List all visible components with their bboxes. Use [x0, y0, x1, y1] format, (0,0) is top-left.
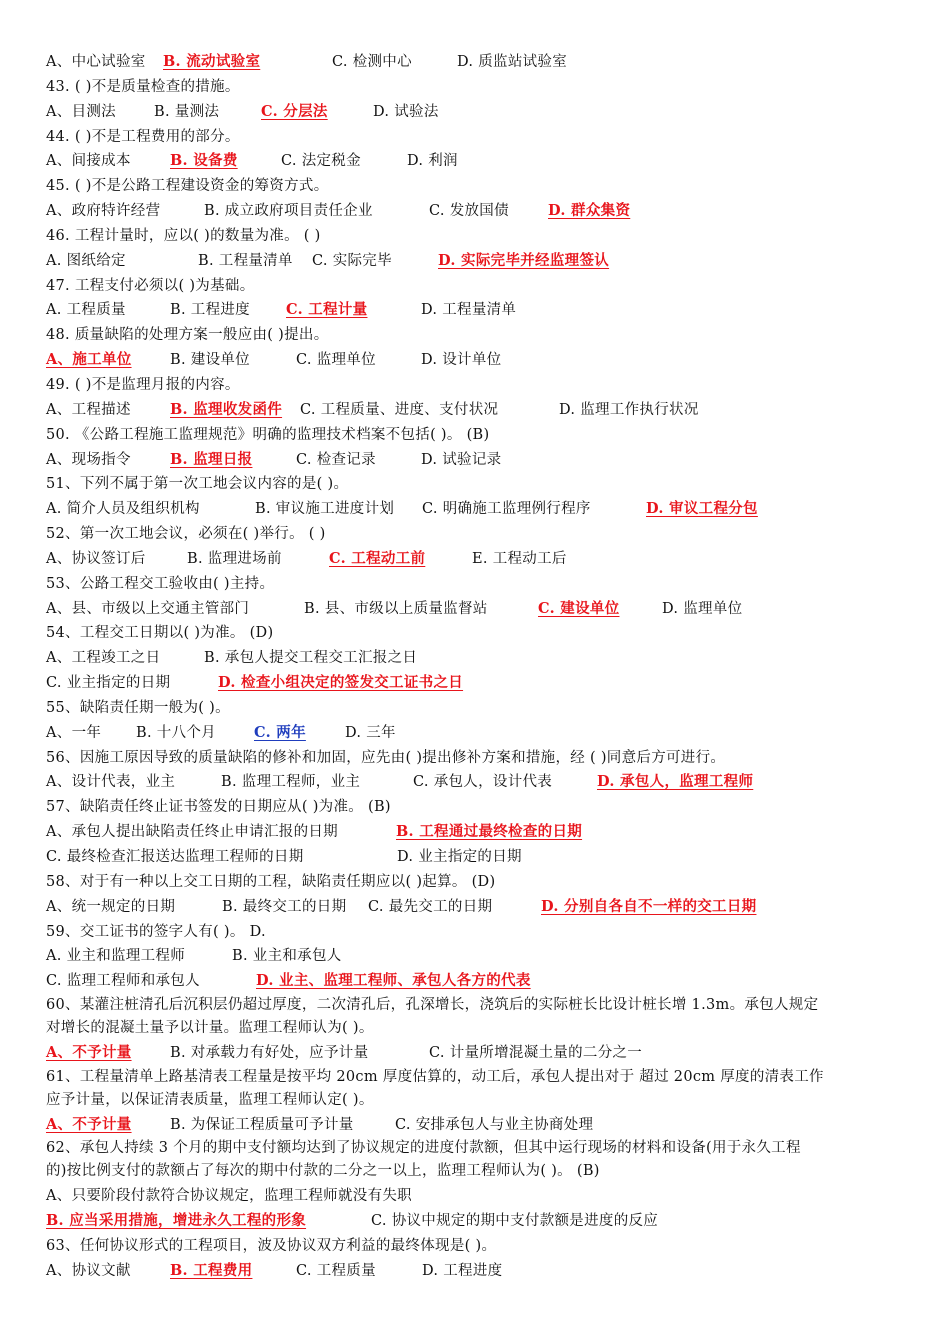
text-line [46, 149, 916, 174]
option-text: C. 计量所增混凝土量的二分之一 [429, 1044, 643, 1061]
option-text: D. 监理单位 [662, 600, 743, 617]
answer-option: C. 建设单位 [538, 599, 620, 617]
option-text: C. 业主指定的日期 [46, 675, 171, 692]
option-text: A、设计代表，业主 [46, 774, 176, 791]
option-text: D. 试验法 [373, 103, 439, 120]
option-text: D. 三年 [345, 724, 396, 741]
question-text: 45. ( )不是公路工程建设资金的筹资方式。 [46, 178, 329, 195]
text-line [46, 1088, 916, 1113]
text-line [46, 274, 916, 299]
option-text: C. 最终检查汇报送达监理工程师的日期 [46, 849, 304, 865]
option-text: A、政府特许经营 [46, 203, 161, 220]
question-text: 46. 工程计量时，应以( )的数量为准。 ( ) [46, 227, 321, 244]
question-text: 54、工程交工日期以( )为准。 (D) [46, 625, 274, 642]
question-text: 的)按比例支付的款额占了每次的期中付款的二分之一以上，监理工程师认为( )。 (B) [46, 1163, 600, 1180]
option-text: B. 承包人提交工程交工汇报之日 [204, 650, 418, 667]
option-text: C. 承包人，设计代表 [413, 774, 553, 791]
text-line [46, 522, 916, 547]
text-line [46, 969, 916, 994]
option-text: A、现场指令 [46, 451, 131, 468]
text-line [46, 746, 916, 771]
option-text: A、工程描述 [46, 401, 131, 418]
option-text: B. 十八个月 [136, 724, 216, 741]
option-text: E. 工程动工后 [472, 550, 567, 567]
option-text: D. 试验记录 [421, 451, 502, 468]
text-line [46, 373, 916, 398]
option-text: A、协议文献 [46, 1262, 131, 1279]
question-text: 62、承包人持续 3 个月的期中支付额均达到了协议规定的进度付款额，但其中运行现场的材料和设备(用于永久工程 [46, 1140, 801, 1157]
text-line [46, 572, 916, 597]
text-line [46, 1209, 916, 1234]
text-line [46, 597, 916, 622]
option-text: C. 检查记录 [296, 451, 376, 468]
text-line [46, 249, 916, 274]
option-text: B. 为保证工程质量可予计量 [170, 1116, 354, 1133]
answer-option: A、不予计量 [46, 1043, 132, 1061]
option-text: A、协议签订后 [46, 550, 146, 567]
option-text: C. 最先交工的日期 [368, 898, 493, 915]
question-text: 57、缺陷责任终止证书签发的日期应从( )为准。 (B) [46, 799, 391, 816]
question-text: 60、某灌注桩清孔后沉积层仍超过厚度，二次清孔后，孔深增长，浇筑后的实际桩长比设计桩长增 1.3m。承包人规定 [46, 997, 819, 1014]
question-text: 61、工程量清单上路基清表工程量是按平均 20cm 厚度估算的，动工后，承包人提出对于 超过 20cm 厚度的清表工作 [46, 1068, 824, 1085]
option-text: C. 检测中心 [332, 54, 412, 70]
option-text: C. 工程质量 [296, 1262, 376, 1279]
option-text: C. 监理单位 [296, 352, 376, 369]
option-text: A、工程竣工之日 [46, 650, 161, 667]
text-line [46, 1113, 916, 1138]
text-line [46, 348, 916, 373]
answer-option: C. 分层法 [261, 102, 328, 120]
option-text: A、中心试验室 [46, 54, 146, 70]
text-line [46, 1184, 916, 1209]
question-text: 47. 工程支付必须以( )为基础。 [46, 277, 255, 294]
text-line [46, 224, 916, 249]
text-line [46, 398, 916, 423]
text-line [46, 696, 916, 721]
question-text: 49. ( )不是监理月报的内容。 [46, 376, 240, 393]
option-text: D. 设计单位 [421, 352, 502, 369]
option-text: D. 工程量清单 [421, 302, 517, 319]
text-line [46, 920, 916, 945]
question-text: 43. ( )不是质量检查的措施。 [46, 78, 240, 95]
answer-option: B. 设备费 [170, 152, 238, 170]
text-line [46, 770, 916, 795]
text-line [46, 199, 916, 224]
option-text: A、承包人提出缺陷责任终止申请汇报的日期 [46, 824, 338, 841]
question-text: 58、对于有一种以上交工日期的工程，缺陷责任期应以( )起算。 (D) [46, 873, 496, 890]
answer-option: A、不予计量 [46, 1115, 132, 1133]
question-text: 应予计量，以保证清表质量，监理工程师认定( )。 [46, 1091, 374, 1108]
text-line [46, 646, 916, 671]
question-text: 51、下列不属于第一次工地会议内容的是( )。 [46, 476, 349, 493]
option-text: C. 协议中规定的期中支付款额是进度的反应 [371, 1213, 659, 1230]
text-line [46, 621, 916, 646]
answer-option: B. 应当采用措施，增进永久工程的形象 [46, 1212, 307, 1230]
option-text: A. 业主和监理工程师 [46, 948, 185, 965]
answer-option: D. 群众集资 [548, 202, 631, 220]
question-text: 55、缺陷责任期一般为( )。 [46, 699, 230, 716]
text-line [46, 671, 916, 696]
question-text: 44. ( )不是工程费用的部分。 [46, 128, 240, 145]
question-text: 56、因施工原因导致的质量缺陷的修补和加固，应先由( )提出修补方案和措施，经 ( )同意后方可进行。 [46, 749, 726, 766]
option-text: C. 发放国债 [429, 203, 509, 220]
answer-option: D. 业主、监理工程师、承包人各方的代表 [256, 972, 531, 990]
question-text: 50. 《公路工程施工监理规范》明确的监理技术档案不包括( )。 (B) [46, 426, 490, 443]
question-text: 48. 质量缺陷的处理方案一般应由( )提出。 [46, 327, 329, 344]
document-page [46, 50, 916, 1284]
option-text: A. 简介人员及组织机构 [46, 501, 200, 518]
answer-option: C. 两年 [254, 723, 306, 741]
text-line [46, 323, 916, 348]
text-line [46, 423, 916, 448]
option-text: A、目测法 [46, 103, 116, 120]
option-text: B. 业主和承包人 [232, 948, 342, 965]
answer-option: B. 工程费用 [170, 1261, 253, 1279]
answer-option: D. 检查小组决定的签发交工证书之日 [218, 674, 464, 692]
option-text: D. 质监站试验室 [457, 54, 568, 70]
option-text: D. 工程进度 [422, 1262, 503, 1279]
answer-option: B. 流动试验室 [163, 53, 261, 70]
option-text: A、县、市级以上交通主管部门 [46, 600, 250, 617]
text-line [46, 845, 916, 870]
answer-option: D. 实际完毕并经监理签认 [438, 251, 610, 269]
text-line [46, 1137, 916, 1159]
text-line [46, 497, 916, 522]
text-line [46, 174, 916, 199]
option-text: B. 成立政府项目责任企业 [204, 203, 373, 220]
text-line [46, 125, 916, 150]
option-text: B. 工程进度 [170, 302, 250, 319]
text-line [46, 895, 916, 920]
question-text: 52、第一次工地会议，必须在( )举行。 ( ) [46, 526, 326, 543]
option-text: B. 监理进场前 [187, 550, 282, 567]
text-line [46, 547, 916, 572]
option-text: D. 利润 [407, 153, 458, 170]
text-line [46, 944, 916, 969]
option-text: A. 图纸给定 [46, 252, 126, 269]
option-text: B. 工程量清单 [198, 252, 293, 269]
text-line [46, 994, 916, 1016]
answer-option: C. 工程动工前 [329, 549, 426, 567]
option-text: C. 法定税金 [281, 153, 361, 170]
text-line [46, 100, 916, 125]
answer-option: D. 承包人，监理工程师 [597, 773, 754, 791]
question-text: A、只要阶段付款符合协议规定，监理工程师就没有失职 [46, 1188, 412, 1205]
option-text: B. 量测法 [154, 103, 220, 120]
text-line [46, 472, 916, 497]
answer-option: D. 分别自各自不一样的交工日期 [541, 897, 757, 915]
question-text: 53、公路工程交工验收由( )主持。 [46, 575, 275, 592]
option-text: C. 工程质量、进度、支付状况 [300, 401, 499, 418]
answer-option: B. 工程通过最终检查的日期 [396, 823, 583, 841]
text-line [46, 795, 916, 820]
text-line [46, 1234, 916, 1259]
text-line [46, 1066, 916, 1088]
text-line [46, 1259, 916, 1284]
option-text: B. 县、市级以上质量监督站 [304, 600, 488, 617]
option-text: B. 建设单位 [170, 352, 250, 369]
option-text: B. 监理工程师，业主 [221, 774, 361, 791]
text-line [46, 1016, 916, 1041]
text-line [46, 1159, 916, 1184]
text-line [46, 820, 916, 845]
option-text: C. 安排承包人与业主协商处理 [395, 1116, 594, 1133]
text-line [46, 448, 916, 473]
answer-option: C. 工程计量 [286, 301, 368, 319]
question-text: 63、任何协议形式的工程项目，波及协议双方利益的最终体现是( )。 [46, 1237, 497, 1254]
text-line [46, 1041, 916, 1066]
question-text: 59、交工证书的签字人有( )。 D. [46, 923, 266, 940]
text-line [46, 870, 916, 895]
option-text: A. 工程质量 [46, 302, 126, 319]
text-line [46, 721, 916, 746]
option-text: A、间接成本 [46, 153, 131, 170]
answer-option: D. 审议工程分包 [646, 500, 758, 518]
option-text: C. 实际完毕 [312, 252, 392, 269]
option-text: C. 明确施工监理例行程序 [422, 501, 591, 518]
option-text: B. 对承载力有好处，应予计量 [170, 1044, 369, 1061]
option-text: D. 业主指定的日期 [397, 849, 522, 865]
option-text: B. 最终交工的日期 [222, 898, 347, 915]
question-text: 对增长的混凝土量予以计量。监理工程师认为( )。 [46, 1020, 374, 1037]
option-text: A、一年 [46, 724, 102, 741]
text-line [46, 75, 916, 100]
option-text: C. 监理工程师和承包人 [46, 973, 200, 990]
option-text: A、统一规定的日期 [46, 898, 176, 915]
text-line [46, 298, 916, 323]
answer-option: A、施工单位 [46, 351, 132, 369]
option-text: D. 监理工作执行状况 [559, 401, 699, 418]
option-text: B. 审议施工进度计划 [255, 501, 395, 518]
text-line [46, 50, 916, 75]
answer-option: B. 监理收发函件 [170, 400, 283, 418]
answer-option: B. 监理日报 [170, 450, 253, 468]
